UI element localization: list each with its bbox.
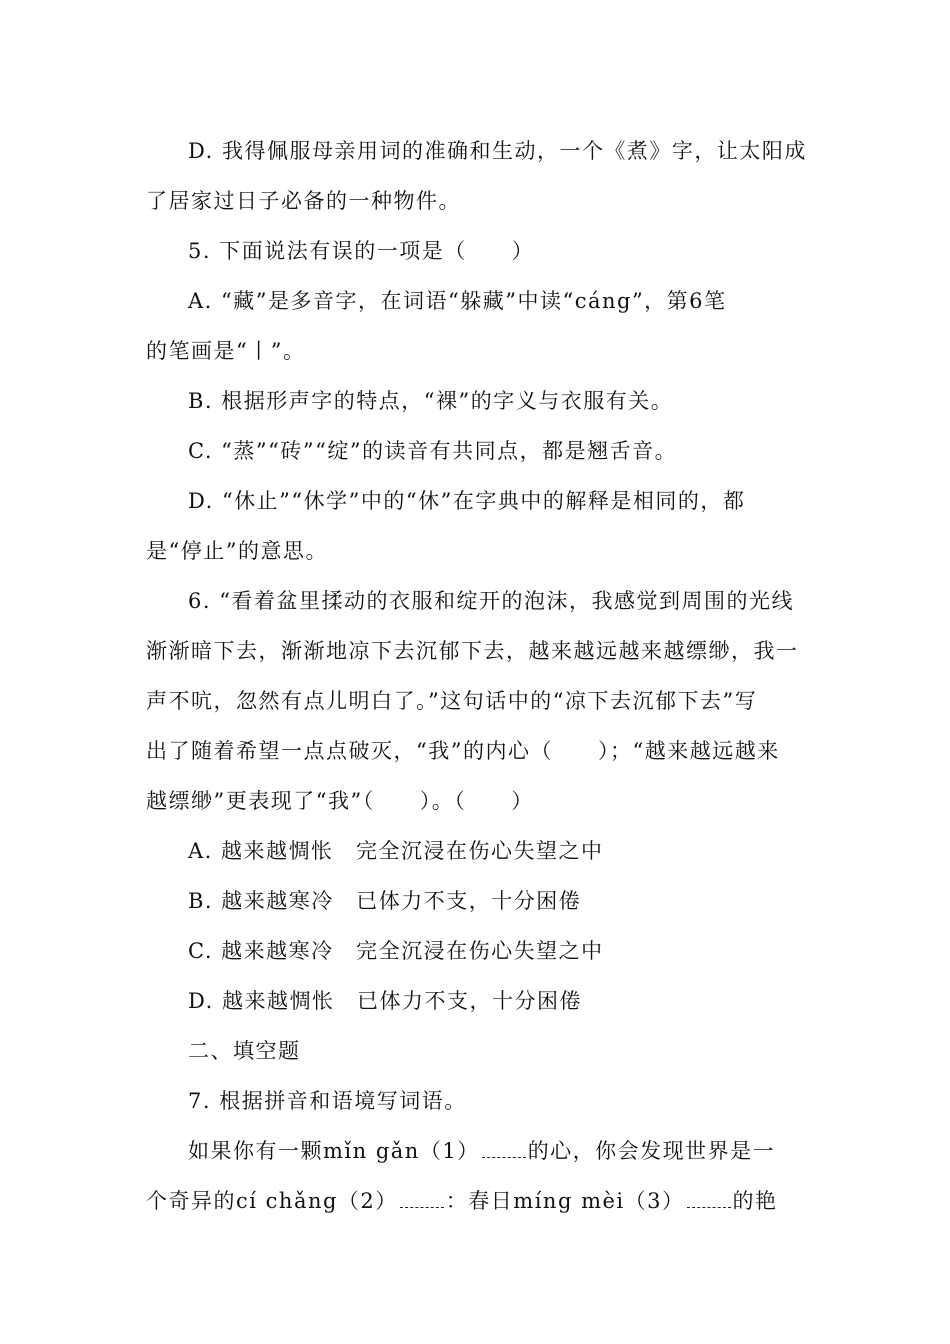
question-6-line-5: 越缥缈”更表现了“我”（ ）。（ ） [146, 789, 534, 813]
q4-option-d-line-1: D. 我得佩服母亲用词的准确和生动，一个《煮》字，让太阳成 [188, 139, 807, 163]
question-5: 5. 下面说法有误的一项是（ ） [188, 239, 535, 263]
q7-text-segment: 的心，你会发现世界是一 [527, 1139, 776, 1163]
question-6-line-4: 出了随着希望一点点破灭，“我”的内心（ ）；“越来越远越来 [146, 739, 780, 763]
question-6-line-3: 声不吭，忽然有点儿明白了。”这句话中的“凉下去沉郁下去”写 [146, 689, 758, 713]
q7-text-segment: 个奇异的cí chǎng（2） [146, 1189, 398, 1213]
q7-passage-line-2 [146, 1186, 778, 1216]
q7-text-segment: 如果你有一颗mǐn gǎn（1） [188, 1139, 480, 1163]
question-7: 7. 根据拼音和语境写词语。 [188, 1089, 467, 1113]
blank-2[interactable] [400, 1189, 444, 1208]
q6-option-b: B. 越来越寒冷 已体力不支，十分困倦 [188, 889, 582, 913]
q7-text-segment: ：春日míng mèi（3） [445, 1189, 685, 1213]
q5-option-a-line-2: 的笔画是“丨”。 [146, 339, 306, 363]
q6-option-a: A. 越来越惆怅 完全沉浸在伤心失望之中 [188, 839, 604, 863]
blank-1[interactable] [482, 1139, 526, 1158]
blank-3[interactable] [687, 1189, 731, 1208]
q5-option-c: C. “蒸”“砖”“绽”的读音有共同点，都是翘舌音。 [188, 439, 678, 463]
question-6-line-1: 6. “看着盆里揉动的衣服和绽开的泡沫，我感觉到周围的光线 [188, 589, 794, 613]
q7-passage-line-1 [188, 1136, 775, 1166]
q7-text-segment: 的艳 [732, 1189, 778, 1213]
section-heading-fill-blank: 二、填空题 [188, 1039, 301, 1063]
q5-option-d-line-2: 是“停止”的意思。 [146, 539, 328, 563]
q4-option-d-line-2: 了居家过日子必备的一种物件。 [146, 189, 461, 213]
q6-option-d: D. 越来越惆怅 已体力不支，十分困倦 [188, 989, 582, 1013]
question-6-line-2: 渐渐暗下去，渐渐地凉下去沉郁下去，越来越远越来越缥缈，我一 [146, 639, 799, 663]
q5-option-a-line-1: A. “藏”是多音字，在词语“躲藏”中读“cáng”，第6笔 [188, 289, 727, 313]
q6-option-c: C. 越来越寒冷 完全沉浸在伤心失望之中 [188, 939, 604, 963]
q5-option-d-line-1: D. “休止”“休学”中的“休”在字典中的解释是相同的，都 [188, 489, 746, 513]
q5-option-b: B. 根据形声字的特点，“裸”的字义与衣服有关。 [188, 389, 674, 413]
